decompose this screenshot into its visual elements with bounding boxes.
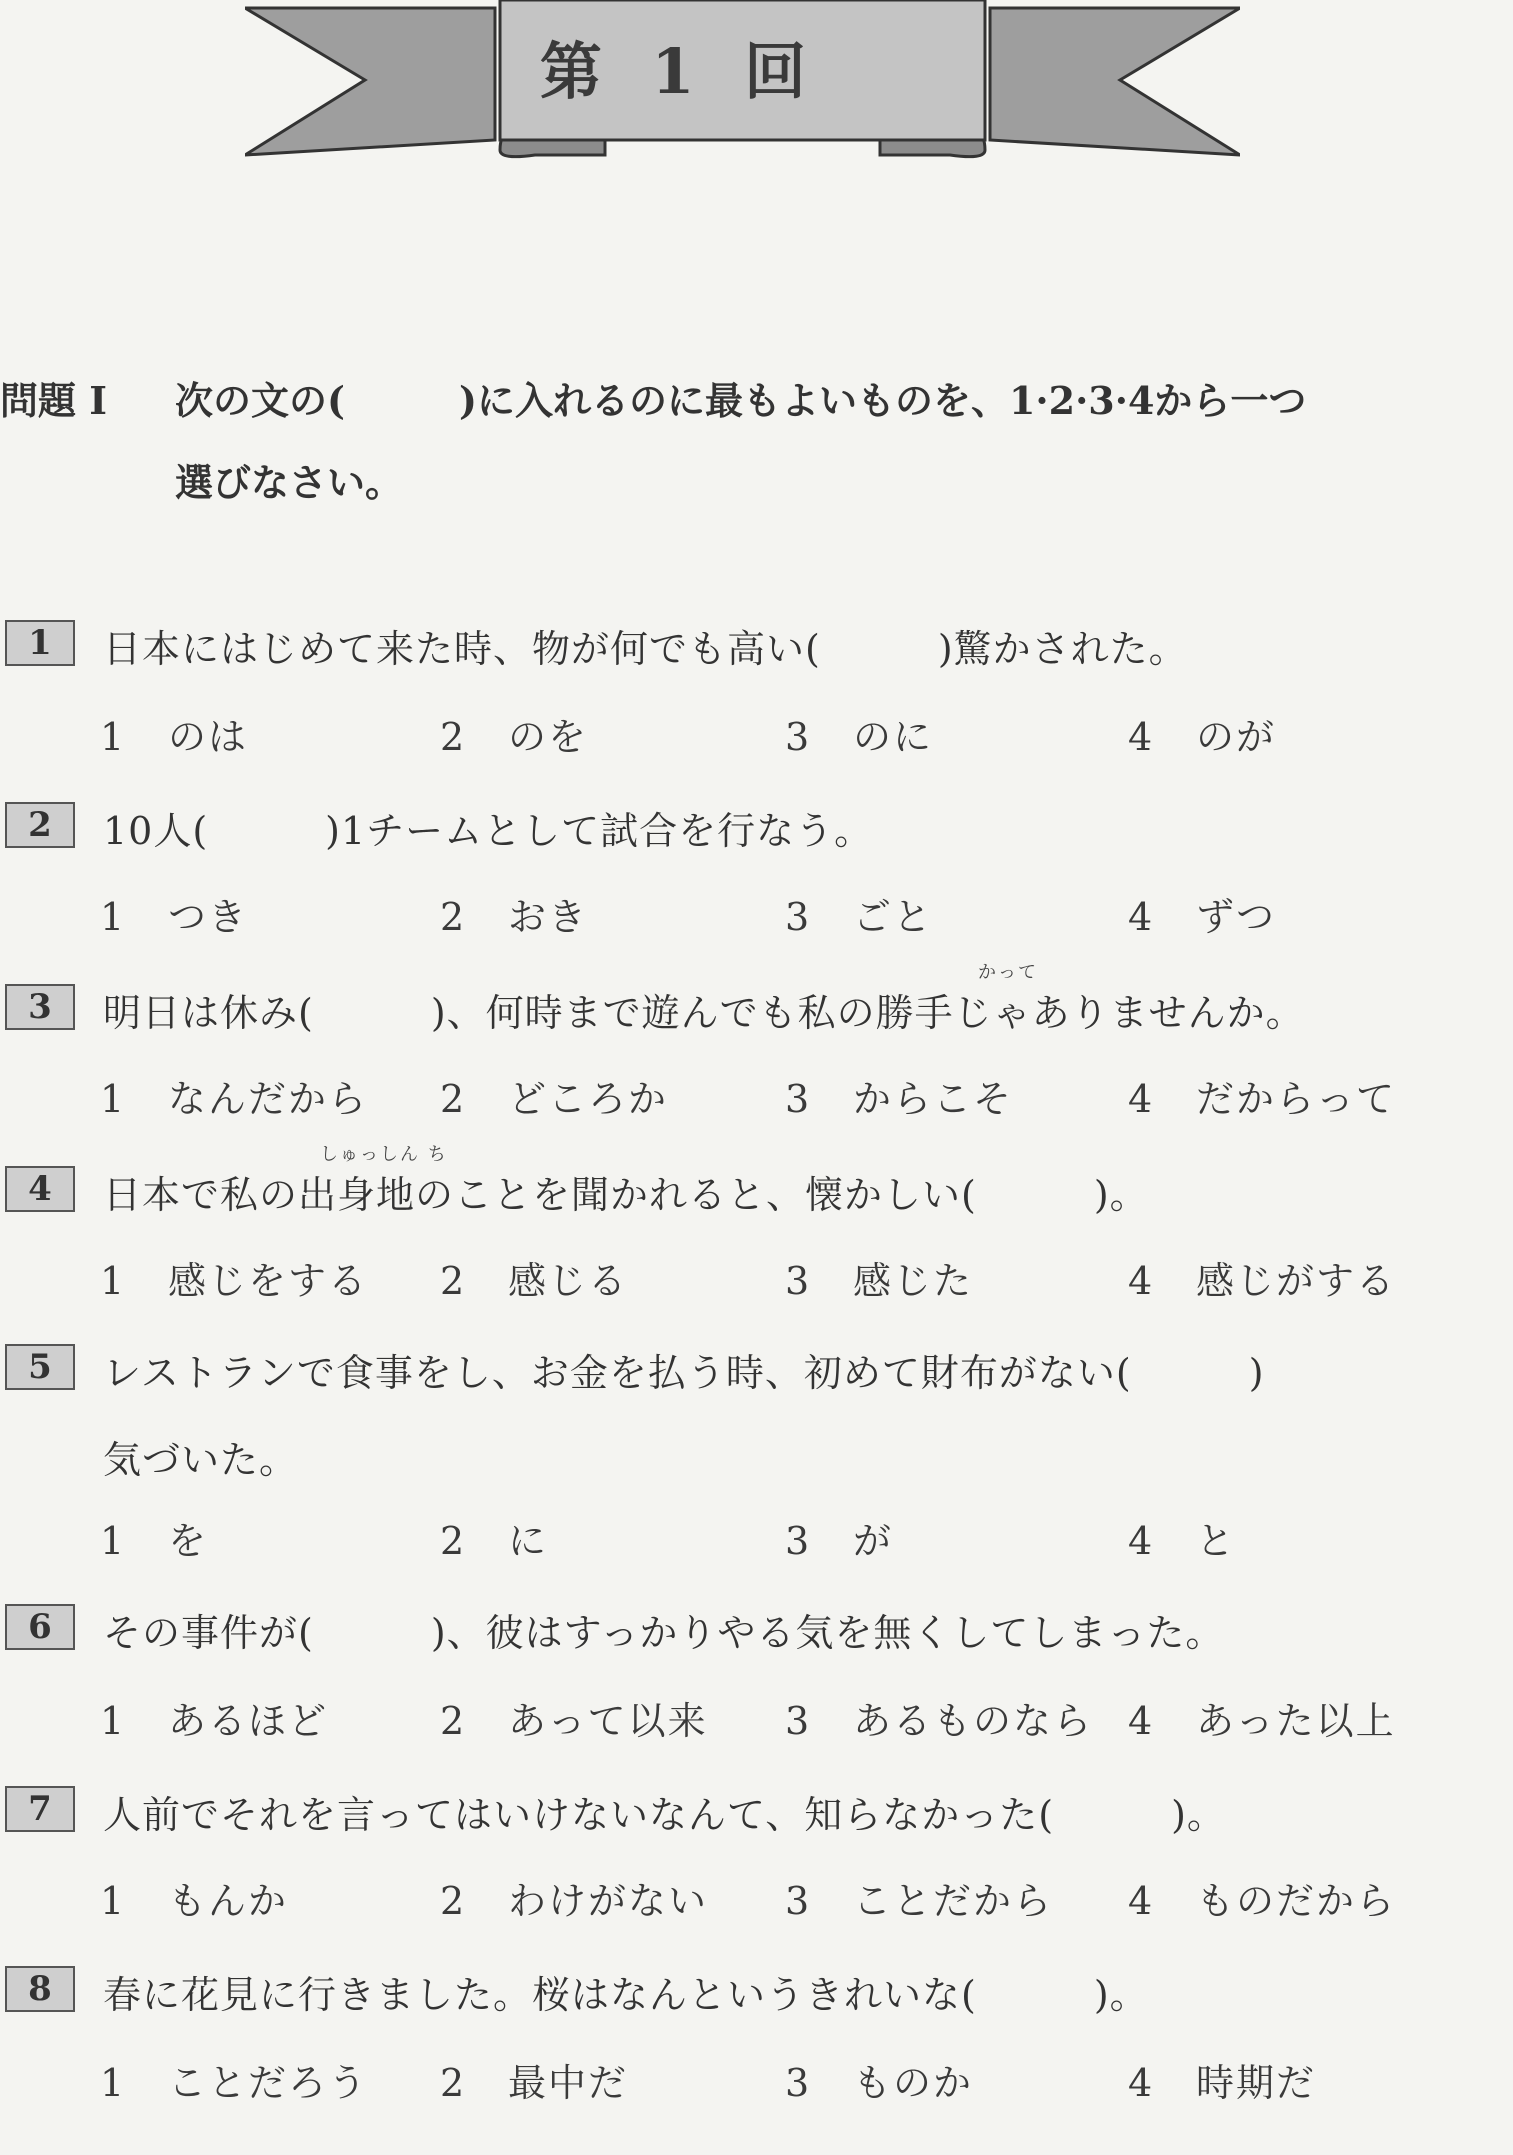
question-text: 10人( )1チームとして試合を行なう。: [103, 809, 874, 853]
option-2: 2 に: [440, 1519, 549, 1563]
option-4: 4 時期だ: [1128, 2061, 1317, 2105]
option-1: 1 のは: [100, 715, 249, 759]
option-2: 2 おき: [440, 895, 589, 939]
furigana-katte: かって: [978, 962, 1038, 983]
question-number: 5: [5, 1344, 75, 1390]
option-1: 1 なんだから: [100, 1077, 369, 1121]
question-text: 人前でそれを言ってはいけないなんて、知らなかった( )。: [103, 1793, 1226, 1837]
question-text: 日本で私の出身地のことを聞かれると、懐かしい( )。: [103, 1173, 1149, 1217]
question-number: 1: [5, 620, 75, 666]
option-1: 1 感じをする: [100, 1259, 369, 1303]
page-title: 第 1 回: [539, 35, 821, 108]
option-3: 3 あるものなら: [785, 1699, 1094, 1743]
option-3: 3 感じた: [785, 1259, 974, 1303]
instruction-text: 次の文の( )に入れるのに最もよいものを、1·2·3·4から一つ: [175, 378, 1307, 423]
option-2: 2 どころか: [440, 1077, 669, 1121]
instruction-label: 問題 I: [0, 378, 108, 423]
option-3: 3 ものか: [785, 2061, 974, 2105]
furigana-shusshinchi: しゅっしん ち: [320, 1144, 448, 1165]
option-2: 2 わけがない: [440, 1879, 709, 1923]
option-4: 4 と: [1128, 1519, 1237, 1563]
option-1: 1 つき: [100, 895, 249, 939]
question-number: 3: [5, 984, 75, 1030]
option-2: 2 最中だ: [440, 2061, 629, 2105]
option-2: 2 あって以来: [440, 1699, 708, 1743]
option-4: 4 ずつ: [1128, 895, 1277, 939]
option-3: 3 のに: [785, 715, 934, 759]
option-3: 3 ごと: [785, 895, 934, 939]
option-4: 4 ものだから: [1128, 1879, 1397, 1923]
option-3: 3 ことだから: [785, 1879, 1054, 1923]
instruction-text-2: 選びなさい。: [175, 460, 404, 505]
option-2: 2 感じる: [440, 1259, 629, 1303]
option-1: 1 もんか: [100, 1879, 289, 1923]
option-2: 2 のを: [440, 715, 589, 759]
question-text-continued: 気づいた。: [103, 1438, 299, 1482]
question-text: 日本にはじめて来た時、物が何でも高い( )驚かされた。: [103, 627, 1188, 671]
question-number: 4: [5, 1166, 75, 1212]
question-text: 春に花見に行きました。桜はなんというきれいな( )。: [103, 1973, 1149, 2017]
option-4: 4 あった以上: [1128, 1699, 1396, 1743]
option-3: 3 からこそ: [785, 1077, 1014, 1121]
question-number: 2: [5, 802, 75, 848]
option-1: 1 あるほど: [100, 1699, 329, 1743]
question-text: その事件が( )、彼はすっかりやる気を無くしてしまった。: [103, 1611, 1225, 1655]
option-1: 1 を: [100, 1519, 209, 1563]
option-1: 1 ことだろう: [100, 2061, 369, 2105]
question-number: 6: [5, 1604, 75, 1650]
question-text: 明日は休み( )、何時まで遊んでも私の勝手じゃありませんか。: [103, 991, 1305, 1035]
option-4: 4 だからって: [1128, 1077, 1397, 1121]
question-text: レストランで食事をし、お金を払う時、初めて財布がない( ): [103, 1351, 1265, 1395]
question-number: 7: [5, 1786, 75, 1832]
option-4: 4 感じがする: [1128, 1259, 1397, 1303]
option-4: 4 のが: [1128, 715, 1277, 759]
question-number: 8: [5, 1966, 75, 2012]
option-3: 3 が: [785, 1519, 894, 1563]
